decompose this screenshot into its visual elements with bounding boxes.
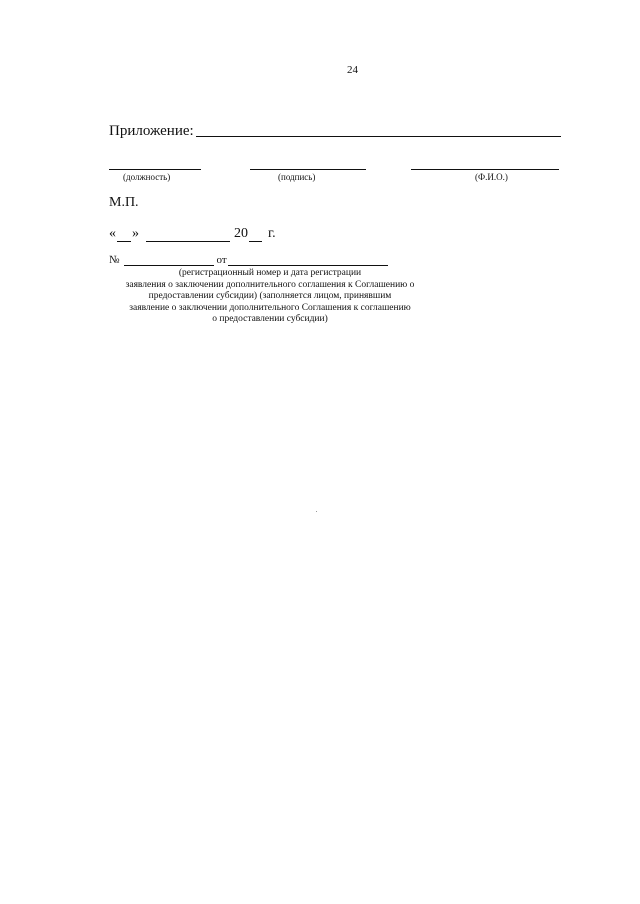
registration-number-fill-line <box>124 255 214 266</box>
annex-row <box>109 118 561 140</box>
year-fill-line <box>249 229 262 242</box>
annex-label: Приложение: <box>109 123 194 139</box>
registration-note-line: (регистрационный номер и дата регистрации <box>178 268 362 278</box>
day-fill-line <box>117 229 131 242</box>
position-fill-line <box>109 169 201 170</box>
registration-row <box>109 254 389 266</box>
scan-speck <box>316 511 317 512</box>
name-caption: (Ф.И.О.) <box>475 172 508 182</box>
date-row <box>109 226 276 242</box>
from-label: от <box>216 254 227 266</box>
signature-fill-line <box>250 169 366 170</box>
registration-note-line: заявления о заключении дополнительного соглашения к Соглашению о <box>125 279 415 290</box>
position-caption: (должность) <box>123 172 171 182</box>
number-sign: № <box>109 254 120 266</box>
stamp-label: М.П. <box>109 195 139 210</box>
registration-note-line: предоставлении субсидии) (заполняется лицом, принявшим <box>148 291 392 301</box>
registration-note-line: о предоставлении субсидии) <box>212 314 328 324</box>
date-close-quote: » <box>132 226 139 241</box>
page-number: 24 <box>347 64 358 76</box>
registration-note-line: заявление о заключении дополнительного Соглашения к соглашению <box>129 302 411 313</box>
registration-date-fill-line <box>228 255 388 266</box>
year-prefix: 20 <box>234 226 248 241</box>
name-fill-line <box>411 169 559 170</box>
month-fill-line <box>146 229 230 242</box>
signature-caption: (подпись) <box>278 172 316 182</box>
registration-note <box>100 268 440 326</box>
date-open-quote: « <box>109 226 116 241</box>
year-suffix: г. <box>268 226 276 241</box>
annex-fill-line <box>196 135 561 137</box>
